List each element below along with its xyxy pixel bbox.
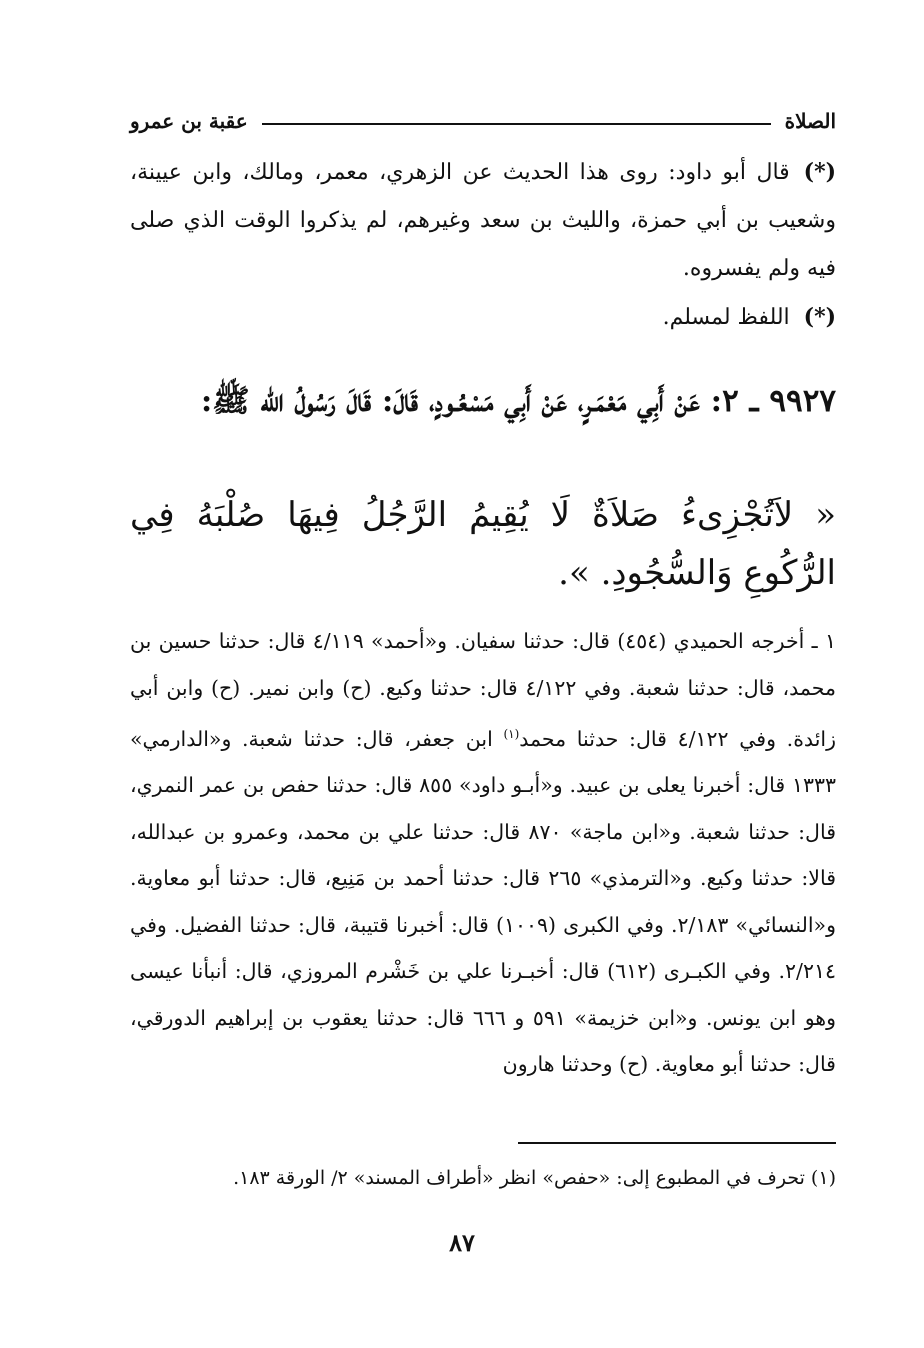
footnote: (١) تحرف في المطبوع إلى: «حفص» انظر «أطراف المسند» ٢/ الورقة ١٨٣. [233, 1167, 836, 1189]
footnote-reference: (١) [503, 727, 520, 741]
hadith-matn [130, 486, 836, 602]
hadith-heading [130, 376, 836, 426]
takhrij-part-2: ابن جعفر، قال: حدثنا شعبة. و«الدارمي» ١٣٣٣ قال: أخبرنا يعلى بن عبيد. و«أبـو داود» ٨٥٥ قال: حدثنا حفص بن عمر النمري، قال: حدثنا شعبة. و«ابن ماجة» ٨٧٠ قال: حدثنا علي بن محمد، وعمرو بن عبدالله، قالا: حدثنا وكيع. و«الترمذي» ٢٦٥ قال: حدثنا أحمد بن مَنِيع، قال: حدثنا أبو معاوية. و«النسائي» ٢/١٨٣. وفي الكبرى (١٠٠٩) قال: أخبرنا قتيبة، قال: حدثنا الفضيل. وفي ٢/٢١٤. وفي الكبـرى (٦١٢) قال: أخبـرنا علي بن خَشْرم المروزي، قال: أنبأنا عيسى وهو ابن يونس. و«ابن خزيمة» ٥٩١ و ٦٦٦ قال: حدثنا يعقوب بن إبراهيم الدورقي، قال: حدثنا أبو معاوية. (ح) وحدثنا هارون [130, 726, 837, 1077]
takhrij-part-1: ١ ـ أخرجه الحميدي (٤٥٤) قال: حدثنا سفيان. و«أحمد» ٤/١١٩ قال: حدثنا حسين بن محمد، قال: حدثنا شعبة. وفي ٤/١٢٢ قال: حدثنا وكيع. (ح) وابن نمير. (ح) وابن أبي زائدة. وفي ٤/١٢٢ قال: حدثنا محمد [130, 629, 836, 751]
takhrij-section [130, 618, 836, 1088]
running-header [130, 106, 836, 136]
section-title: عقبة بن عمرو [130, 109, 248, 133]
note-marker: (*) [803, 304, 836, 330]
page-number: ٨٧ [449, 1228, 475, 1257]
note-text: اللفظ لمسلم. [662, 305, 790, 330]
editor-notes [130, 148, 836, 342]
chapter-title: الصلاة [784, 109, 836, 133]
note-wording [130, 293, 836, 342]
hadith-isnad: ٩٩٢٧ ـ ٢: عَنْ أَبِي مَعْمَـرٍ، عَنْ أَبِي مَسْعُـودٍ، قَالَ: قَالَ رَسُولُ الله ﷺ: [200, 383, 836, 419]
note-abu-dawud [130, 148, 836, 293]
hadith-text: « لاَتُجْزِىءُ صَلاَةٌ لَا يُقِيمُ الرَّجُلُ فِيهَا صُلْبَهُ فِي الرُّكُوعِ وَالسُّجُودِ. ». [130, 495, 836, 593]
note-text: قال أبو داود: روى هذا الحديث عن الزهري، معمر، ومالك، وابن عيينة، وشعيب بن أبي حمزة، والليث بن سعد وغيرهم، لم يذكروا الوقت الذي صلى فيه ولم يفسروه. [130, 160, 836, 281]
note-marker: (*) [803, 159, 836, 185]
header-rule [262, 123, 771, 125]
takhrij-text [130, 618, 836, 1088]
footnote-rule [518, 1142, 836, 1144]
